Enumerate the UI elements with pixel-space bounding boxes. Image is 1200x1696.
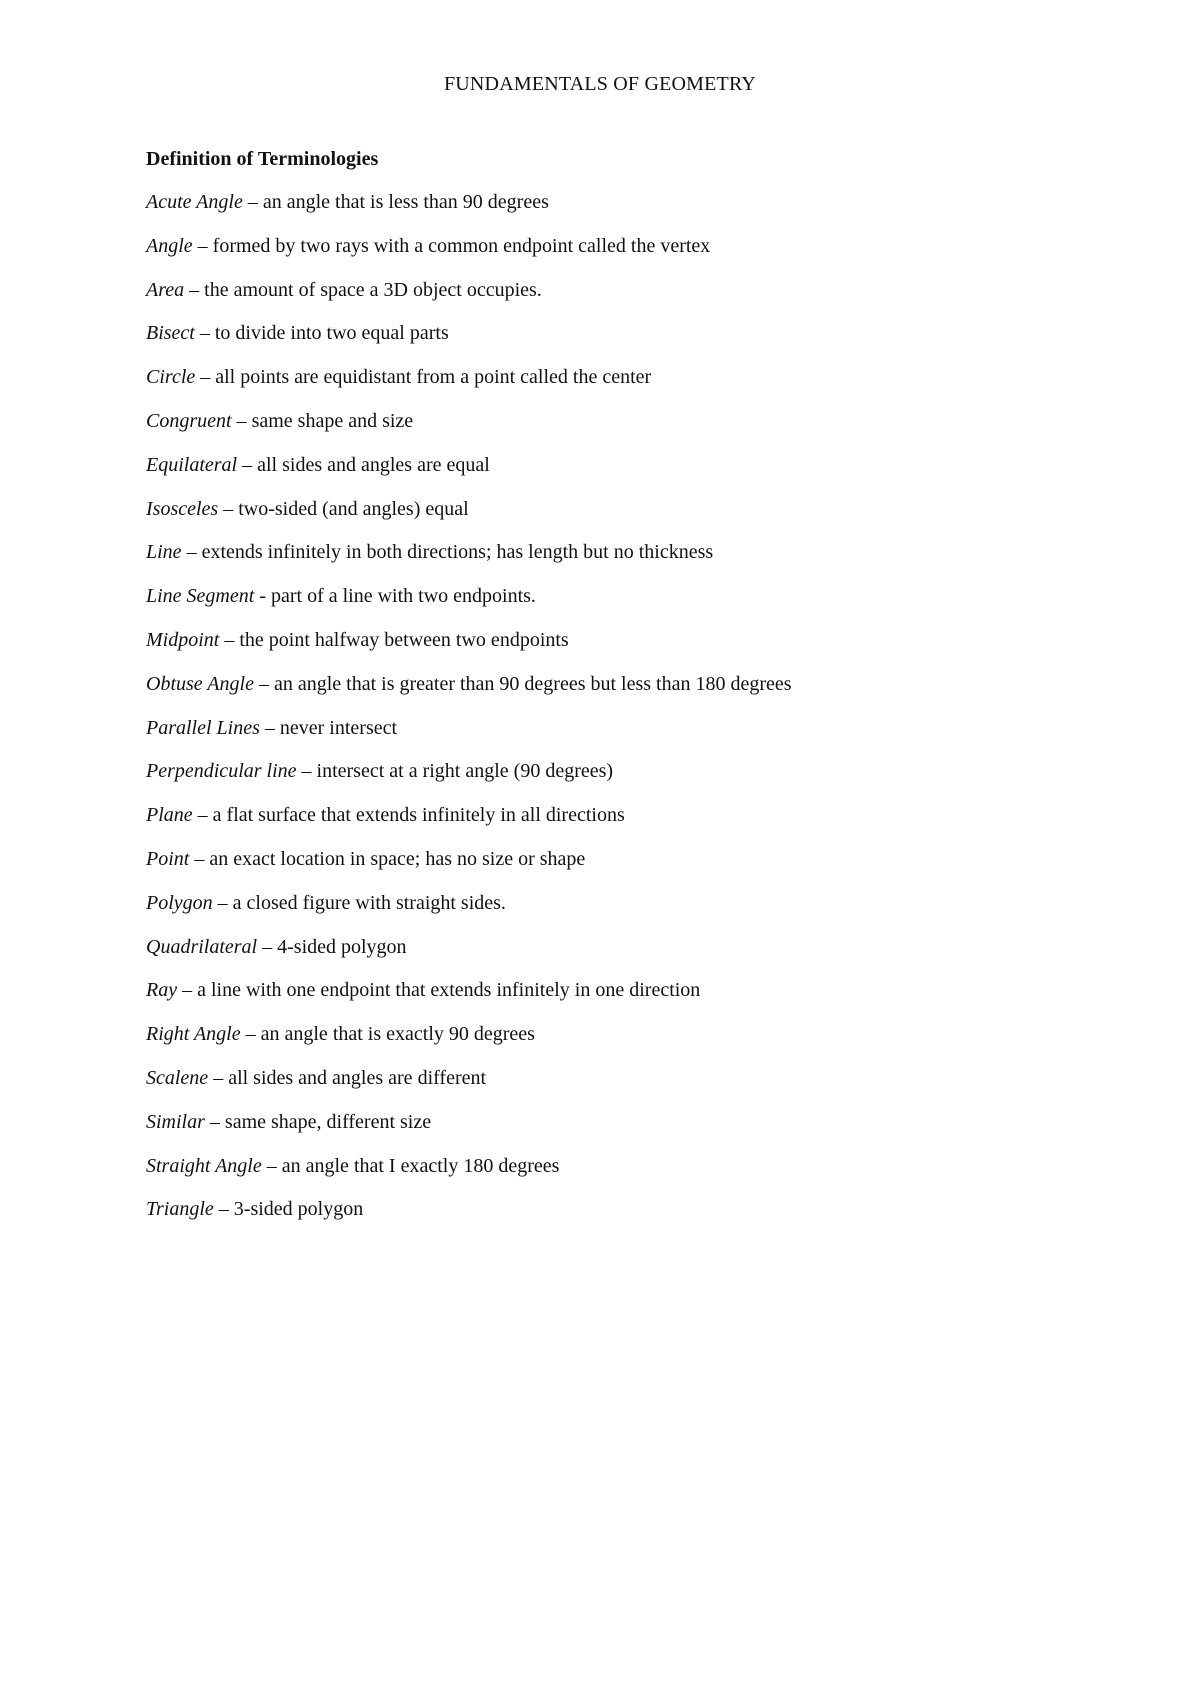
definition-term: Right Angle bbox=[146, 1023, 241, 1046]
definition-term: Parallel Lines bbox=[146, 716, 260, 739]
definition-item bbox=[146, 1154, 792, 1198]
definition-term: Congruent bbox=[146, 409, 232, 432]
definition-term: Ray bbox=[146, 979, 178, 1002]
definition-item bbox=[146, 1110, 792, 1154]
definition-item bbox=[146, 453, 792, 497]
definition-text: – the point halfway between two endpoints bbox=[219, 628, 569, 651]
definition-item bbox=[146, 1022, 792, 1066]
definition-term: Line Segment bbox=[146, 585, 255, 608]
definition-item bbox=[146, 891, 792, 935]
definition-item bbox=[146, 847, 792, 891]
definition-term: Midpoint bbox=[146, 628, 220, 651]
definition-item bbox=[146, 1066, 792, 1110]
definition-list bbox=[146, 190, 792, 1241]
definition-item bbox=[146, 759, 792, 803]
definition-text: – formed by two rays with a common endpoint called the vertex bbox=[192, 234, 711, 257]
definition-term: Isosceles bbox=[146, 497, 219, 520]
definition-term: Triangle bbox=[146, 1198, 214, 1221]
definition-item bbox=[146, 978, 792, 1022]
definition-term: Polygon bbox=[146, 891, 213, 914]
definition-item bbox=[146, 672, 792, 716]
definition-item bbox=[146, 935, 792, 979]
definition-text: – an angle that I exactly 180 degrees bbox=[261, 1154, 560, 1177]
definition-term: Bisect bbox=[146, 322, 195, 345]
definition-term: Equilateral bbox=[146, 453, 238, 476]
definition-item bbox=[146, 365, 792, 409]
definition-item bbox=[146, 278, 792, 322]
definition-item bbox=[146, 716, 792, 760]
definition-text: – an angle that is exactly 90 degrees bbox=[240, 1023, 535, 1046]
page-title: FUNDAMENTALS OF GEOMETRY bbox=[443, 73, 757, 95]
definition-text: – an angle that is greater than 90 degrees but less than 180 degrees bbox=[253, 672, 792, 695]
definition-term: Acute Angle bbox=[146, 191, 243, 213]
definition-item bbox=[146, 540, 792, 584]
definition-text: – 4-sided polygon bbox=[257, 935, 407, 958]
section-heading: Definition of Terminologies bbox=[146, 148, 379, 170]
definition-text: – an exact location in space; has no size or shape bbox=[189, 847, 586, 870]
definition-text: – intersect at a right angle (90 degrees) bbox=[296, 760, 614, 783]
definition-text: – same shape and size bbox=[231, 409, 414, 432]
definition-item bbox=[146, 628, 792, 672]
definition-term: Plane bbox=[146, 804, 193, 827]
definition-term: Quadrilateral bbox=[146, 935, 258, 958]
definition-text: – extends infinitely in both directions; has length but no thickness bbox=[181, 541, 714, 564]
definition-term: Line bbox=[146, 541, 182, 564]
definition-text: – a flat surface that extends infinitely in all directions bbox=[192, 804, 625, 827]
definition-text: – all points are equidistant from a point called the center bbox=[195, 366, 652, 389]
definition-text: – an angle that is less than 90 degrees bbox=[242, 191, 549, 213]
definition-term: Straight Angle bbox=[146, 1154, 262, 1177]
definition-text: – a line with one endpoint that extends infinitely in one direction bbox=[177, 979, 701, 1002]
definition-item bbox=[146, 497, 792, 541]
definition-text: - part of a line with two endpoints. bbox=[254, 585, 536, 608]
definition-text: – a closed figure with straight sides. bbox=[212, 891, 506, 914]
definition-text: – to divide into two equal parts bbox=[194, 322, 449, 345]
definition-term: Area bbox=[146, 278, 185, 301]
definition-term: Similar bbox=[146, 1110, 205, 1133]
definition-item bbox=[146, 234, 792, 278]
definition-text: – all sides and angles are equal bbox=[237, 453, 490, 476]
definition-item bbox=[146, 190, 792, 234]
definition-text: – 3-sided polygon bbox=[213, 1198, 364, 1221]
definition-item bbox=[146, 409, 792, 453]
definition-text: – the amount of space a 3D object occupies. bbox=[184, 278, 542, 301]
definition-item bbox=[146, 803, 792, 847]
definition-text: – all sides and angles are different bbox=[208, 1066, 487, 1089]
definition-term: Obtuse Angle bbox=[146, 672, 254, 695]
definition-item bbox=[146, 1197, 792, 1241]
definition-item bbox=[146, 584, 792, 628]
definition-term: Scalene bbox=[146, 1066, 209, 1089]
definition-item bbox=[146, 321, 792, 365]
definition-term: Point bbox=[146, 847, 190, 870]
definition-text: – same shape, different size bbox=[204, 1110, 432, 1133]
definition-term: Circle bbox=[146, 366, 196, 389]
definition-term: Perpendicular line bbox=[146, 760, 297, 783]
definition-text: – never intersect bbox=[259, 716, 398, 739]
definition-text: – two-sided (and angles) equal bbox=[218, 497, 469, 520]
definition-term: Angle bbox=[146, 234, 193, 257]
